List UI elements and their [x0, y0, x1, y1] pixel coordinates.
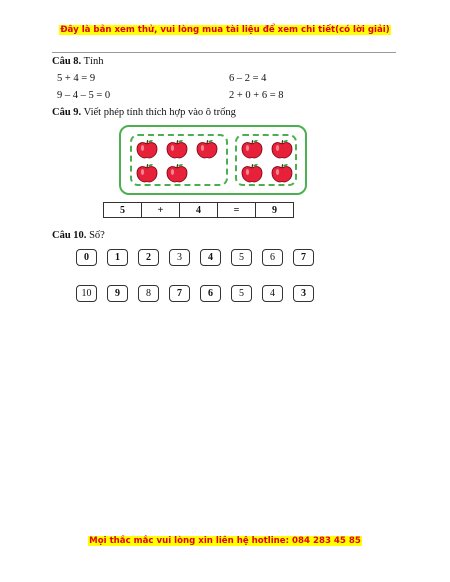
- question-9-text: Viết phép tính thích hợp vào ô trống: [83, 107, 236, 118]
- apple-group-left: [130, 134, 228, 186]
- calc-item: 2 + 0 + 6 = 8: [229, 90, 284, 101]
- hotline-text: Mọi thắc mắc vui lòng xin liên hệ hotline: 084 283 45 85: [89, 536, 361, 546]
- question-10-text: Số?: [89, 230, 105, 241]
- apple-icon: [271, 139, 293, 159]
- calc-item: 5 + 4 = 9: [57, 73, 96, 84]
- number-box[interactable]: 6: [262, 249, 283, 266]
- number-box[interactable]: 0: [76, 249, 97, 266]
- hotline-banner: [0, 536, 450, 546]
- number-sequence-descending: [76, 285, 324, 302]
- apple-icon: [196, 139, 218, 159]
- number-box[interactable]: 10: [76, 285, 97, 302]
- number-box[interactable]: 7: [293, 249, 314, 266]
- question-8-text: Tính: [83, 56, 104, 67]
- apple-icon: [166, 163, 188, 183]
- number-box[interactable]: 5: [231, 249, 252, 266]
- answer-cell[interactable]: 5: [103, 202, 142, 218]
- number-sequence-ascending: [76, 249, 324, 266]
- number-box[interactable]: 5: [231, 285, 252, 302]
- calc-item: 9 – 4 – 5 = 0: [57, 90, 111, 101]
- number-box[interactable]: 4: [200, 249, 221, 266]
- number-box[interactable]: 4: [262, 285, 283, 302]
- question-8-label: Câu 8.: [52, 56, 82, 67]
- apple-picture: [119, 125, 307, 195]
- apple-icon: [166, 139, 188, 159]
- answer-cell[interactable]: +: [141, 202, 180, 218]
- number-box[interactable]: 6: [200, 285, 221, 302]
- apple-icon: [241, 139, 263, 159]
- header-divider: [52, 52, 396, 53]
- number-box[interactable]: 7: [169, 285, 190, 302]
- apple-icon: [136, 139, 158, 159]
- answer-cell[interactable]: 4: [179, 202, 218, 218]
- calc-item: 6 – 2 = 4: [229, 73, 267, 84]
- number-box[interactable]: 8: [138, 285, 159, 302]
- question-9-label: Câu 9.: [52, 107, 82, 118]
- number-box[interactable]: 1: [107, 249, 128, 266]
- number-box[interactable]: 3: [293, 285, 314, 302]
- number-box[interactable]: 3: [169, 249, 190, 266]
- answer-cell[interactable]: =: [217, 202, 256, 218]
- question-10-title: [52, 230, 105, 241]
- apple-icon: [271, 163, 293, 183]
- number-box[interactable]: 9: [107, 285, 128, 302]
- preview-notice-banner: [0, 25, 450, 35]
- preview-notice-text: Đây là bản xem thử, vui lòng mua tài liệu để xem chi tiết(có lời giải): [60, 25, 390, 35]
- question-10-label: Câu 10.: [52, 230, 87, 241]
- answer-row: [104, 202, 294, 218]
- question-8-title: [52, 56, 103, 67]
- apple-group-right: [235, 134, 297, 186]
- apple-icon: [241, 163, 263, 183]
- question-9-title: [52, 107, 236, 118]
- apple-icon: [136, 163, 158, 183]
- answer-cell[interactable]: 9: [255, 202, 294, 218]
- number-box[interactable]: 2: [138, 249, 159, 266]
